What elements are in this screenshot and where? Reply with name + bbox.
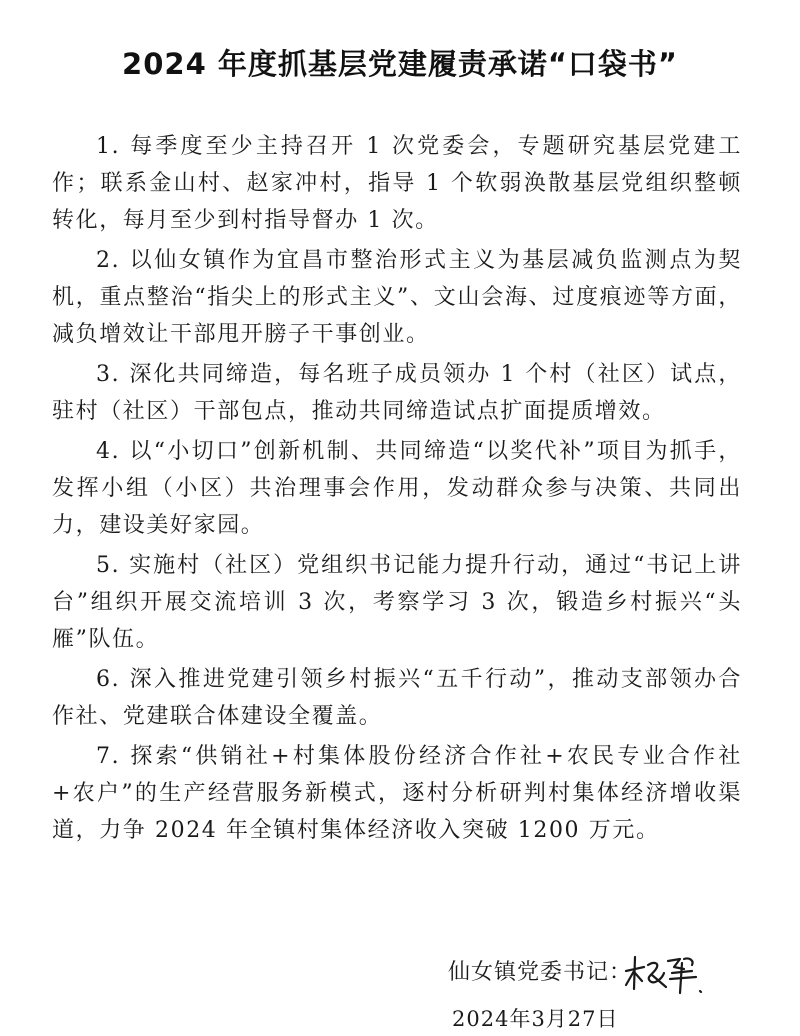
paragraph-1: 1. 每季度至少主持召开 1 次党委会，专题研究基层党建工作；联系金山村、赵家冲村，指导 1 个软弱涣散基层党组织整顿转化，每月至少到村指导督办 1 次。 bbox=[52, 134, 742, 233]
paragraph-6: 6. 深入推进党建引领乡村振兴“五千行动”，推动支部领办合作社、党建联合体建设全覆盖。 bbox=[52, 667, 742, 729]
paragraph-5: 5. 实施村（社区）党组织书记能力提升行动，通过“书记上讲台”组织开展交流培训 3 次，考察学习 3 次，锻造乡村振兴“头雁”队伍。 bbox=[52, 553, 742, 652]
signer-label: 仙女镇党委书记： bbox=[448, 960, 633, 985]
paragraph-7: 7. 探索“供销社+村集体股份经济合作社+农民专业合作社+农户”的生产经营服务新模式，逐村分析研判村集体经济增收渠道，力争 2024 年全镇村集体经济收入突破 1200 万元。 bbox=[52, 744, 742, 843]
document-body bbox=[52, 128, 742, 852]
handwritten-signature bbox=[622, 951, 706, 995]
paragraph-2: 2. 以仙女镇作为宜昌市整治形式主义为基层减负监测点为契机，重点整治“指尖上的形式主义”、文山会海、过度痕迹等方面，减负增效让干部甩开膀子干事创业。 bbox=[52, 248, 742, 347]
paragraph-3: 3. 深化共同缔造，每名班子成员领办 1 个村（社区）试点，驻村（社区）干部包点，推动共同缔造试点扩面提质增效。 bbox=[52, 362, 742, 424]
signature-date: 2024年3月27日 bbox=[452, 1007, 619, 1031]
signer-block bbox=[448, 955, 748, 995]
document-title: 2024 年度抓基层党建履责承诺“口袋书” bbox=[122, 47, 678, 81]
paragraph-4: 4. 以“小切口”创新机制、共同缔造“以奖代补”项目为抓手，发挥小组（小区）共治理事会作用，发动群众参与决策、共同出力，建设美好家园。 bbox=[52, 439, 742, 538]
